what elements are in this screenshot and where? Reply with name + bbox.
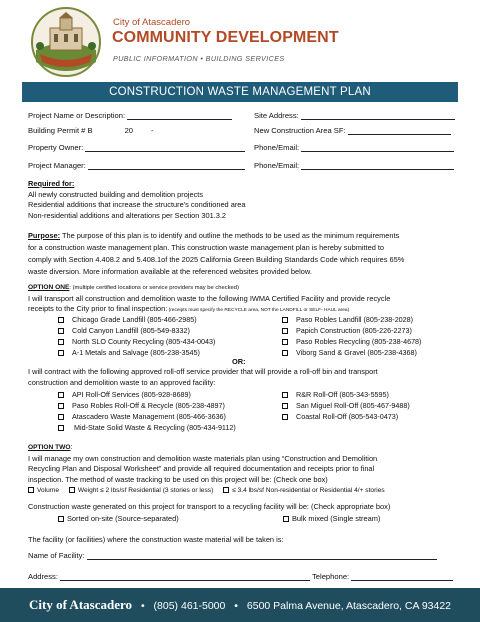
purpose-text: The purpose of this plan is to identify and outline the methods to be used as the minimum requirements (60, 231, 400, 240)
checkbox[interactable] (58, 328, 64, 334)
option-one-section (28, 282, 458, 317)
facility-option[interactable] (282, 325, 421, 336)
checkbox[interactable] (282, 403, 288, 409)
method-option[interactable] (28, 487, 59, 494)
or-label: OR: (232, 357, 246, 366)
site-address-line[interactable] (301, 111, 455, 120)
rolloff-label: Paso Robles Roll-Off & Recycle (805-238-4897) (72, 401, 225, 410)
facility-option[interactable] (282, 336, 421, 347)
rolloff-option[interactable] (58, 422, 236, 433)
facility-option[interactable] (282, 347, 421, 358)
site-address-label: Site Address: (254, 111, 299, 120)
row-address (28, 572, 458, 584)
row-facility-name (28, 551, 458, 563)
facilities-left-list (58, 314, 215, 358)
facility-name-field[interactable] (28, 551, 437, 560)
project-name-label: Project Name or Description: (28, 111, 126, 120)
required-item: Residential additions that increase the structure's conditioned area (28, 200, 246, 209)
method-label: Volume (37, 487, 59, 494)
rolloff-text (28, 367, 458, 388)
option-two-section (28, 442, 458, 485)
row-permit (28, 126, 458, 138)
rolloff-option[interactable] (282, 400, 410, 411)
phone-email-1-field[interactable] (254, 143, 454, 152)
checkbox[interactable] (58, 317, 64, 323)
footer-bar (0, 588, 480, 622)
project-name-line[interactable] (127, 111, 232, 120)
phone-email-2-line[interactable] (301, 161, 454, 170)
row-owner (28, 143, 458, 155)
checkbox[interactable] (282, 392, 288, 398)
option-two-text: I will manage my own construction and demolition waste materials plan using “Construction and Demolition (28, 453, 378, 463)
row-manager (28, 161, 458, 173)
option-one-label: OPTION ONE (28, 284, 70, 291)
property-owner-label: Property Owner: (28, 143, 84, 152)
address-field[interactable] (28, 572, 310, 581)
building-permit-label: Building Permit # B (28, 126, 93, 135)
checkbox[interactable] (282, 317, 288, 323)
rolloff-text-line: construction and demolition waste to an approved facility: (28, 377, 216, 387)
generated-text: Construction waste generated on this project for transport to a recycling facility will be: (Check appropriate box) (28, 502, 391, 511)
facility-option[interactable] (58, 336, 215, 347)
rolloff-label: API Roll-Off Services (805-928-8689) (72, 390, 191, 399)
footer-separator: • (234, 600, 238, 612)
city-seal-logo (30, 6, 102, 78)
checkbox[interactable] (69, 487, 75, 493)
telephone-field[interactable] (312, 572, 453, 581)
rolloff-text-line: I will contract with the following approved roll-off service provider that will provide a roll-off bin and transport (28, 367, 378, 376)
rolloff-option[interactable] (58, 411, 236, 422)
new-construction-area-label: New Construction Area SF: (254, 126, 346, 135)
method-option[interactable] (223, 487, 385, 494)
project-manager-label: Project Manager: (28, 161, 86, 170)
option-two-colon: : (70, 442, 73, 451)
facilities-text: The facility (or facilities) where the construction waste material will be taken is: (28, 535, 284, 544)
bulk-option[interactable] (283, 513, 380, 524)
footer-phone: (805) 461-5000 (153, 600, 226, 612)
checkbox[interactable] (58, 414, 64, 420)
permit-dash: - (151, 126, 154, 135)
facility-name-line[interactable] (87, 551, 437, 560)
method-label: Weight ≤ 2 lbs/sf Residential (3 stories or less) (77, 487, 214, 494)
rolloff-option[interactable] (58, 400, 236, 411)
department-title: COMMUNITY DEVELOPMENT (112, 29, 339, 46)
phone-email-2-field[interactable] (254, 161, 454, 170)
facility-name-label: Name of Facility: (28, 551, 85, 560)
checkbox[interactable] (58, 339, 64, 345)
property-owner-line[interactable] (85, 143, 245, 152)
checkbox[interactable] (58, 403, 64, 409)
checkbox[interactable] (282, 414, 288, 420)
footer-city: City of Atascadero (28, 597, 133, 612)
project-name-field[interactable] (28, 111, 232, 120)
rolloff-label: Coastal Roll-Off (805-543-0473) (296, 412, 399, 421)
checkbox[interactable] (58, 392, 64, 398)
option-two-text: inspection. The method of waste tracking to be used on this project will be: (Check one box) (28, 474, 328, 484)
sorted-option[interactable] (58, 513, 179, 524)
bulk-label: Bulk mixed (Single stream) (292, 514, 381, 523)
facility-option[interactable] (58, 325, 215, 336)
phone-email-1-label: Phone/Email: (254, 143, 300, 152)
required-item: All newly constructed building and demolition projects (28, 189, 204, 199)
new-construction-area-field[interactable] (254, 126, 451, 135)
project-manager-field[interactable] (28, 161, 245, 170)
telephone-line[interactable] (351, 572, 453, 581)
option-two-text: Recycling Plan and Disposal Worksheet” and provide all required documentation and receipts prior to final (28, 464, 375, 473)
facilities-right-list (282, 314, 421, 358)
receipts-note: (receipts must specify the RECYCLE area, NOT the LANDFILL or SELF- HAUL area) (167, 308, 350, 313)
purpose-label: Purpose: (28, 231, 61, 240)
required-section (28, 179, 458, 221)
rolloff-option[interactable] (282, 389, 410, 400)
checkbox[interactable] (282, 328, 288, 334)
rolloff-label: Atascadero Waste Management (805-466-3636) (72, 412, 226, 421)
checkbox[interactable] (283, 516, 289, 522)
checkbox[interactable] (58, 350, 64, 356)
building-permit-field[interactable] (28, 126, 154, 135)
new-construction-area-line[interactable] (348, 126, 451, 135)
purpose-text: comply with Section 4.408.2 and 5.408.1of the 2025 California Green Building Standards Code which requires 65% (28, 255, 405, 264)
footer-separator: • (140, 600, 145, 612)
rolloff-left-list (58, 389, 236, 433)
option-one-note: : (multiple certified locations or service providers may be checked) (69, 285, 239, 291)
property-owner-field[interactable] (28, 143, 245, 152)
facility-label: Chicago Grade Landfill (805-466-2985) (72, 315, 197, 324)
form-title: CONSTRUCTION WASTE MANAGEMENT PLAN (22, 82, 458, 102)
facility-label: Cold Canyon Landfill (805-549-8332) (72, 326, 190, 335)
rolloff-label: R&R Roll-Off (805-343-5595) (296, 390, 389, 399)
option-one-text: receipts to the City prior to final inspection: (28, 304, 168, 313)
row-project-name (28, 111, 458, 123)
checkbox[interactable] (58, 425, 64, 431)
purpose-text: waste diversion. More information available at the referenced websites provided below. (28, 267, 312, 276)
method-label: ≤ 3.4 lbs/sf Non-residential or Residential 4/+ stories (232, 487, 385, 494)
tracking-methods (28, 485, 385, 496)
footer-address: 6500 Palma Avenue, Atascadero, CA 93422 (246, 600, 452, 612)
facility-option[interactable] (58, 314, 215, 325)
address-label: Address: (28, 572, 58, 581)
city-name: City of Atascadero (113, 17, 191, 28)
services-subtitle: PUBLIC INFORMATION • BUILDING SERVICES (113, 54, 285, 63)
project-manager-line[interactable] (88, 161, 245, 170)
required-item: Non-residential additions and alterations per Section 301.3.2 (28, 210, 227, 220)
checkbox[interactable] (58, 516, 64, 522)
rolloff-option[interactable] (282, 411, 410, 422)
facility-label: Papich Construction (805-226-2273) (296, 326, 412, 335)
facility-option[interactable] (282, 314, 421, 325)
site-address-field[interactable] (254, 111, 455, 120)
facility-option[interactable] (58, 347, 215, 358)
checkbox[interactable] (28, 487, 34, 493)
phone-email-2-label: Phone/Email: (254, 161, 300, 170)
option-two-label: OPTION TWO (28, 444, 71, 451)
option-one-text: I will transport all construction and demolition waste to the following IWMA Certified Facility and provide recycle (28, 293, 391, 303)
telephone-label: Telephone: (312, 572, 350, 581)
address-line[interactable] (60, 572, 310, 581)
checkbox[interactable] (282, 350, 288, 356)
permit-year: 20 (124, 126, 134, 135)
rolloff-label: Mid-State Solid Waste & Recycling (805-434-9112) (72, 423, 236, 432)
facility-label: Paso Robles Recycling (805-238-4678) (296, 337, 422, 346)
rolloff-option[interactable] (58, 389, 236, 400)
facility-label: Paso Robles Landfill (805-238-2028) (296, 315, 414, 324)
letterhead (0, 0, 480, 80)
purpose-section (28, 230, 458, 278)
phone-email-1-line[interactable] (301, 143, 454, 152)
facility-label: North SLO County Recycling (805-434-0043) (72, 337, 216, 346)
required-heading: Required for: (28, 179, 75, 188)
facility-label: A-1 Metals and Salvage (805-238-3545) (72, 348, 200, 357)
rolloff-label: San Miguel Roll-Off (805-467-9488) (296, 401, 410, 410)
facility-label: Viborg Sand & Gravel (805-238-4368) (296, 348, 417, 357)
purpose-text: for a construction waste management plan. This construction waste management plan is hereby submitted to (28, 243, 385, 252)
checkbox[interactable] (223, 487, 229, 493)
checkbox[interactable] (282, 339, 288, 345)
method-option[interactable] (69, 487, 213, 494)
rolloff-right-list (282, 389, 410, 422)
sorted-label: Sorted on-site (Source-separated) (67, 514, 179, 523)
